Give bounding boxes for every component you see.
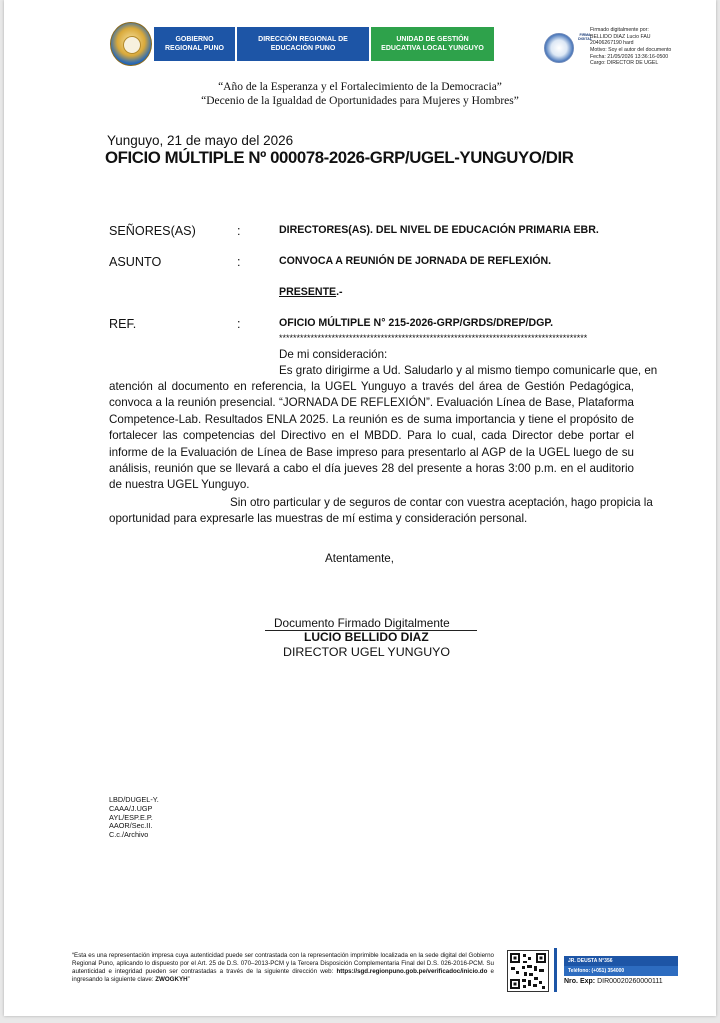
band2-line2: EDUCACIÓN PUNO xyxy=(270,45,336,52)
signer-role: DIRECTOR UGEL YUNGUYO xyxy=(283,645,451,659)
separator-stars: **************************************************************************************** xyxy=(279,334,588,342)
verification-key: ZWOGKYH xyxy=(155,976,188,984)
document-title: OFICIO MÚLTIPLE Nº 000078-2026-GRP/UGEL-YUNGUYO/DIR xyxy=(105,148,574,167)
signature-line: Firmado digitalmente por: xyxy=(590,27,649,33)
footer-divider xyxy=(554,948,557,992)
decade-motto: “Decenio de la Igualdad de Oportunidades para Mujeres y Hombres” xyxy=(201,95,519,107)
authenticity-text: “Esta es una representación impresa cuya autenticidad puede ser contrastada con la representación imprimible localizada en la sede digital del Gobierno Regional Puno, aplicando lo dispuesto por el Art. 25 de D.S. 070–2013-PCM y la Tercera Disposición Complementaria Final del D.S. 026-2016-PCM. Su autenticidad e integridad pueden ser contrastadas a través de la siguiente dirección web: xyxy=(72,952,494,976)
signature-line: Fecha: 21/05/2026 13:36:16-0500 xyxy=(590,53,669,60)
to-colon: : xyxy=(237,224,241,238)
footer-address: JR. DEUSTA N°356 xyxy=(564,956,678,966)
exp-value: DIR00020260000111 xyxy=(597,978,663,985)
subject-label: ASUNTO xyxy=(109,255,162,269)
initials-item: CAAA/J.UGP xyxy=(109,803,153,813)
digital-signature-block xyxy=(590,27,710,67)
document-page xyxy=(4,0,716,1016)
initials-block xyxy=(109,796,159,840)
paragraph1-first-line: Es grato dirigirme a Ud. Saludarlo y al mismo tiempo comunicarle que, en xyxy=(279,364,658,377)
to-label: SEÑORES(AS) xyxy=(109,224,196,238)
initials-item: AYL/ESP.E.P. xyxy=(109,812,153,822)
subject-colon: : xyxy=(237,255,241,269)
ref-value: OFICIO MÚLTIPLE N° 215-2026-GRP/GRDS/DREP/DGP. xyxy=(279,317,554,329)
qr-code-icon xyxy=(507,950,549,992)
signature-line: 20406267190 hard xyxy=(590,40,634,47)
initials-item: AAOR/Sec.II. xyxy=(109,821,153,831)
signed-digitally-note: Documento Firmado Digitalmente xyxy=(274,616,450,630)
presente-suffix: .- xyxy=(336,286,343,298)
presente-text: PRESENTE xyxy=(279,286,337,298)
expediente-number xyxy=(564,978,663,985)
ugel-yunguyo-band xyxy=(371,27,494,61)
direccion-regional-band xyxy=(237,27,369,61)
signer-name: LUCIO BELLIDO DIAZ xyxy=(304,630,429,644)
authenticity-note xyxy=(72,952,494,984)
greeting: De mi consideración: xyxy=(279,348,388,361)
exp-label: Nro. Exp: xyxy=(564,978,596,985)
band3-line1: UNIDAD DE GESTIÓN xyxy=(396,35,469,43)
footer-phone: Teléfono: (+051) 354000 xyxy=(564,966,678,976)
band3-line2: EDUCATIVA LOCAL YUNGUYO xyxy=(381,45,484,52)
paragraph2-body: oportunidad para expresarle las muestras de mí estima y consideración personal. xyxy=(109,512,528,525)
firma-digital-label: FIRMA DIGITAL xyxy=(578,33,592,41)
ref-label: REF. xyxy=(109,317,137,331)
paragraph2-first-line: Sin otro particular y de seguros de contar con vuestra aceptación, hago propicia la xyxy=(230,496,653,509)
gobierno-regional-seal-logo xyxy=(110,22,152,66)
presente-line xyxy=(279,286,343,298)
key-text: e ingresando la siguiente clave: xyxy=(72,968,494,984)
city-date: Yunguyo, 21 de mayo del 2026 xyxy=(107,133,294,148)
gobierno-regional-puno-band xyxy=(154,27,235,61)
note-end-quote: ” xyxy=(187,976,190,984)
initials-item: C.c./Archivo xyxy=(109,830,149,839)
firma-digital-seal-icon xyxy=(544,33,574,63)
paragraph1-body: atención al documento en referencia, la UGEL Yunguyo a través del área de Gestión Pedagógica, convoca a la reunión presencial. “JORNADA DE REFLEXIÓN”. Evaluación Línea de Base, Plataforma Competence-Lab. Resultados ENLA 2025. La reunión es de suma importancia y tiene el propósito de fortalecer las competencias del Directivo en el MBDD. Para lo cual, cada Director debe portar el informe de la Evaluación de Línea de Base impreso para presentarlo al AGP de la UGEL luego de su análisis, reunión que se llevará a cabo el día jueves 28 del presente a horas 3:00 p.m. en el auditorio de nuestra UGEL Yunguyo. xyxy=(109,380,634,492)
initials-item: LBD/DUGEL-Y. xyxy=(109,795,159,804)
signature-line: Motivo: Soy el autor del documento xyxy=(590,46,672,53)
closing: Atentamente, xyxy=(325,552,394,565)
band2-line1: DIRECCIÓN REGIONAL DE xyxy=(258,35,348,43)
year-motto: “Año de la Esperanza y el Fortalecimiento de la Democracia” xyxy=(218,81,502,93)
verification-url[interactable]: https://sgd.regionpuno.gob.pe/verificadoc/inicio.do xyxy=(336,968,488,976)
ref-colon: : xyxy=(237,317,241,331)
subject-value: CONVOCA A REUNIÓN DE JORNADA DE REFLEXIÓN. xyxy=(279,255,552,267)
signature-line: BELLIDO DIAZ Lucio FAU xyxy=(590,33,651,40)
signature-line: Cargo: DIRECTOR DE UGEL xyxy=(590,60,659,67)
to-value: DIRECTORES(AS). DEL NIVEL DE EDUCACIÓN PRIMARIA EBR. xyxy=(279,224,599,236)
band1-line2: REGIONAL PUNO xyxy=(165,45,224,52)
band1-line1: GOBIERNO xyxy=(175,35,214,43)
